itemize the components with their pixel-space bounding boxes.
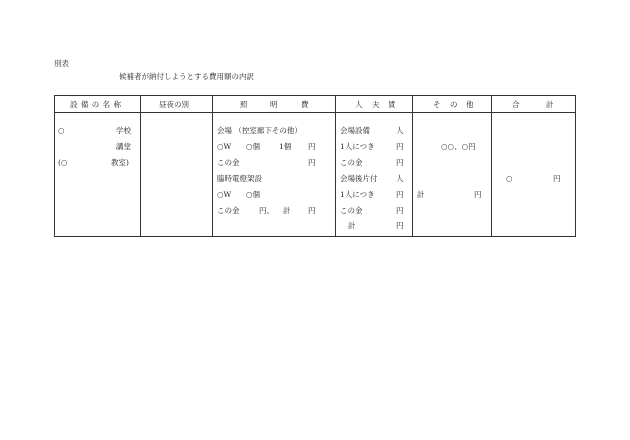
lighting-amount-2: この金 bbox=[217, 206, 240, 215]
lighting-per-unit: 1個 bbox=[279, 142, 292, 151]
header-total-2: 計 bbox=[546, 100, 554, 109]
facility-classroom: 教室) bbox=[111, 158, 129, 167]
header-lighting-3: 費 bbox=[301, 100, 309, 109]
labor-amount-1: この金 bbox=[340, 158, 363, 167]
lighting-amount-1: この金 bbox=[217, 158, 240, 167]
doc-title: 候補者が納付しようとする費用額の内訳 bbox=[119, 72, 254, 81]
header-facility: 設 備 の 名 称 bbox=[70, 100, 122, 109]
lighting-temporary: 臨時電燈架設 bbox=[217, 174, 262, 183]
labor-setup-persons: 人 bbox=[396, 126, 404, 135]
labor-cleanup: 会場後片付 bbox=[340, 174, 378, 183]
header-lighting-2: 明 bbox=[270, 100, 278, 109]
header-other-3: 他 bbox=[466, 100, 474, 109]
labor-yen-1: 円 bbox=[396, 142, 404, 151]
header-divider bbox=[54, 112, 575, 113]
labor-amount-2: この金 bbox=[340, 206, 363, 215]
lighting-yen-2: 円 bbox=[308, 158, 316, 167]
header-labor-1: 人 bbox=[355, 100, 363, 109]
col-divider-2 bbox=[212, 95, 213, 236]
doc-label: 別表 bbox=[54, 59, 69, 68]
lighting-yen-4: 円 bbox=[308, 206, 316, 215]
col-divider-5 bbox=[491, 95, 492, 236]
facility-auditorium: 講堂 bbox=[116, 142, 131, 151]
facility-school: 学校 bbox=[116, 126, 131, 135]
col-divider-1 bbox=[140, 95, 141, 236]
total-yen: 円 bbox=[553, 174, 561, 183]
labor-yen-2: 円 bbox=[396, 158, 404, 167]
lighting-watt-2: ○W bbox=[217, 190, 232, 199]
other-total-label: 計 bbox=[417, 190, 425, 199]
lighting-watt: ○W bbox=[217, 142, 232, 151]
labor-per-person-2: 1人につき bbox=[340, 190, 375, 199]
labor-setup: 会場設備 bbox=[340, 126, 370, 135]
other-items: ○○、○円 bbox=[441, 142, 476, 151]
header-lighting-1: 照 bbox=[240, 100, 248, 109]
col-divider-4 bbox=[412, 95, 413, 236]
other-yen: 円 bbox=[474, 190, 482, 199]
labor-per-person-1: 1人につき bbox=[340, 142, 375, 151]
labor-yen-5: 円 bbox=[396, 221, 404, 230]
header-other-2: の bbox=[450, 100, 458, 109]
header-other-1: そ bbox=[433, 100, 441, 109]
total-circle: ○ bbox=[506, 174, 513, 183]
lighting-yen-1: 円 bbox=[308, 142, 316, 151]
labor-yen-3: 円 bbox=[396, 190, 404, 199]
labor-cleanup-persons: 人 bbox=[396, 174, 404, 183]
lighting-venue: 会場 （控室廊下その他） bbox=[217, 126, 302, 135]
header-labor-2: 夫 bbox=[372, 100, 380, 109]
header-daynight: 昼夜の別 bbox=[159, 100, 189, 109]
facility-paren-circle: (○ bbox=[58, 158, 68, 167]
lighting-yen-3: 円、 bbox=[259, 206, 274, 215]
lighting-count: ○個 bbox=[246, 142, 261, 151]
facility-circle: ○ bbox=[58, 126, 65, 135]
header-total-1: 合 bbox=[512, 100, 520, 109]
col-divider-3 bbox=[335, 95, 336, 236]
labor-total-label: 計 bbox=[348, 221, 356, 230]
header-labor-3: 賃 bbox=[388, 100, 396, 109]
labor-yen-4: 円 bbox=[396, 206, 404, 215]
lighting-count-2: ○個 bbox=[246, 190, 261, 199]
lighting-total-label: 計 bbox=[283, 206, 291, 215]
